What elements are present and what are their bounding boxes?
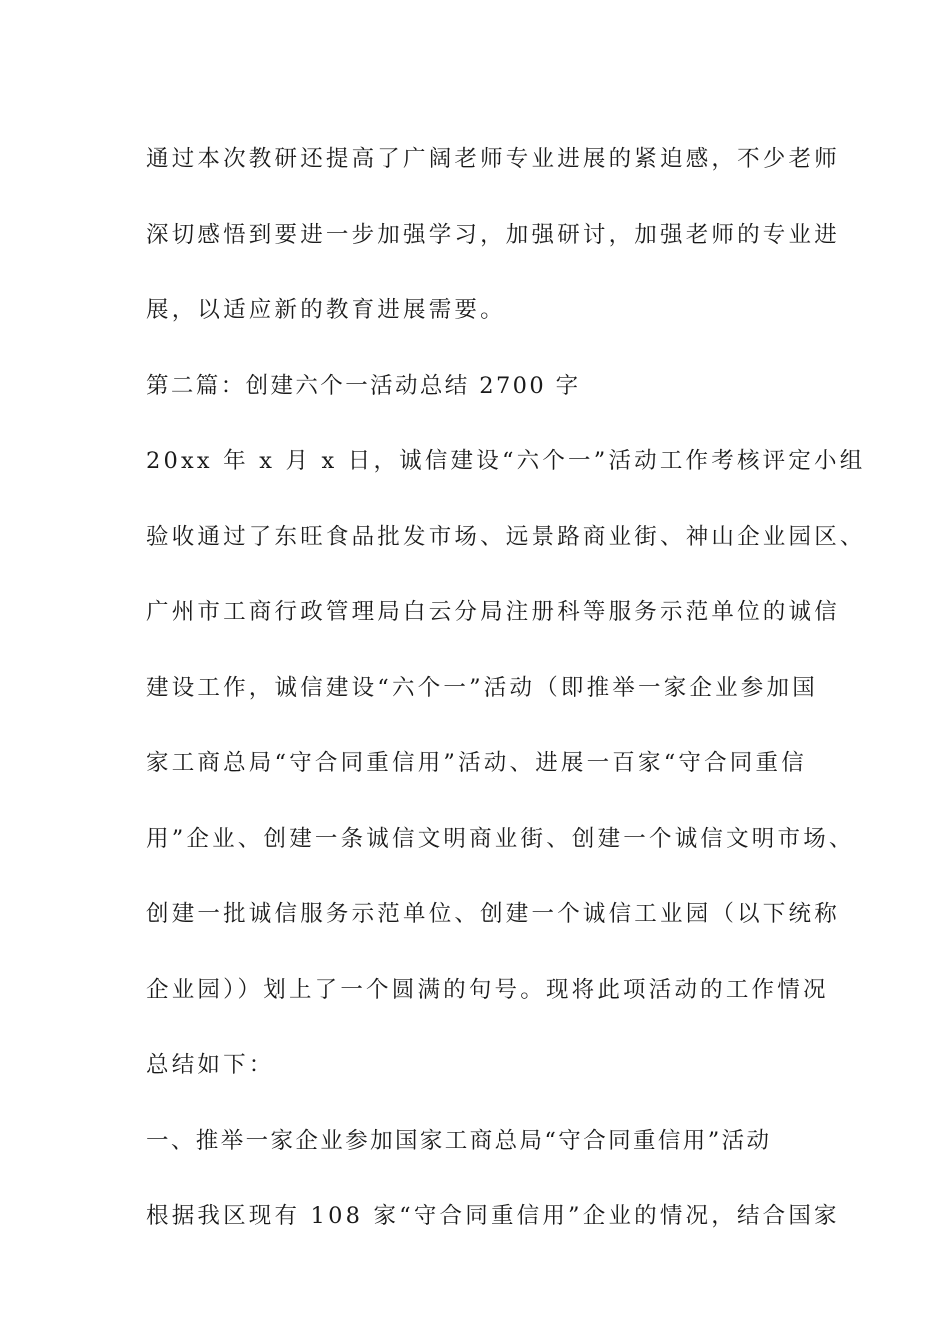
paragraph-line: 验收通过了东旺食品批发市场、远景路商业街、神山企业园区、 [146, 523, 866, 550]
paragraph-line: 建设工作，诚信建设“六个一”活动（即推举一家企业参加国 [146, 674, 818, 701]
paragraph-line: 企业园））划上了一个圆满的句号。现将此项活动的工作情况 [146, 976, 829, 1003]
subsection-heading: 一、推举一家企业参加国家工商总局“守合同重信用”活动 [146, 1127, 772, 1154]
document-body [146, 122, 866, 1255]
paragraph-line: 家工商总局“守合同重信用”活动、进展一百家“守合同重信 [146, 750, 807, 776]
paragraph-line: 根据我区现有 108 家“守合同重信用”企业的情况，结合国家 [146, 1203, 840, 1229]
paragraph-line: 用”企业、创建一条诚信文明商业街、创建一个诚信文明市场、 [146, 825, 855, 852]
paragraph-line: 20xx 年 x 月 x 日，诚信建设“六个一”活动工作考核评定小组 [146, 448, 866, 474]
section-heading: 第二篇：创建六个一活动总结 2700 字 [146, 372, 581, 399]
paragraph-line: 深切感悟到要进一步加强学习，加强研讨，加强老师的专业进 [146, 221, 840, 248]
paragraph-line: 展，以适应新的教育进展需要。 [146, 297, 506, 323]
paragraph-line: 通过本次教研还提高了广阔老师专业进展的紧迫感，不少老师 [146, 146, 840, 172]
paragraph-line: 创建一批诚信服务示范单位、创建一个诚信工业园（以下统称 [146, 901, 840, 927]
paragraph-line: 广州市工商行政管理局白云分局注册科等服务示范单位的诚信 [146, 599, 840, 625]
paragraph-line: 总结如下： [146, 1052, 275, 1078]
